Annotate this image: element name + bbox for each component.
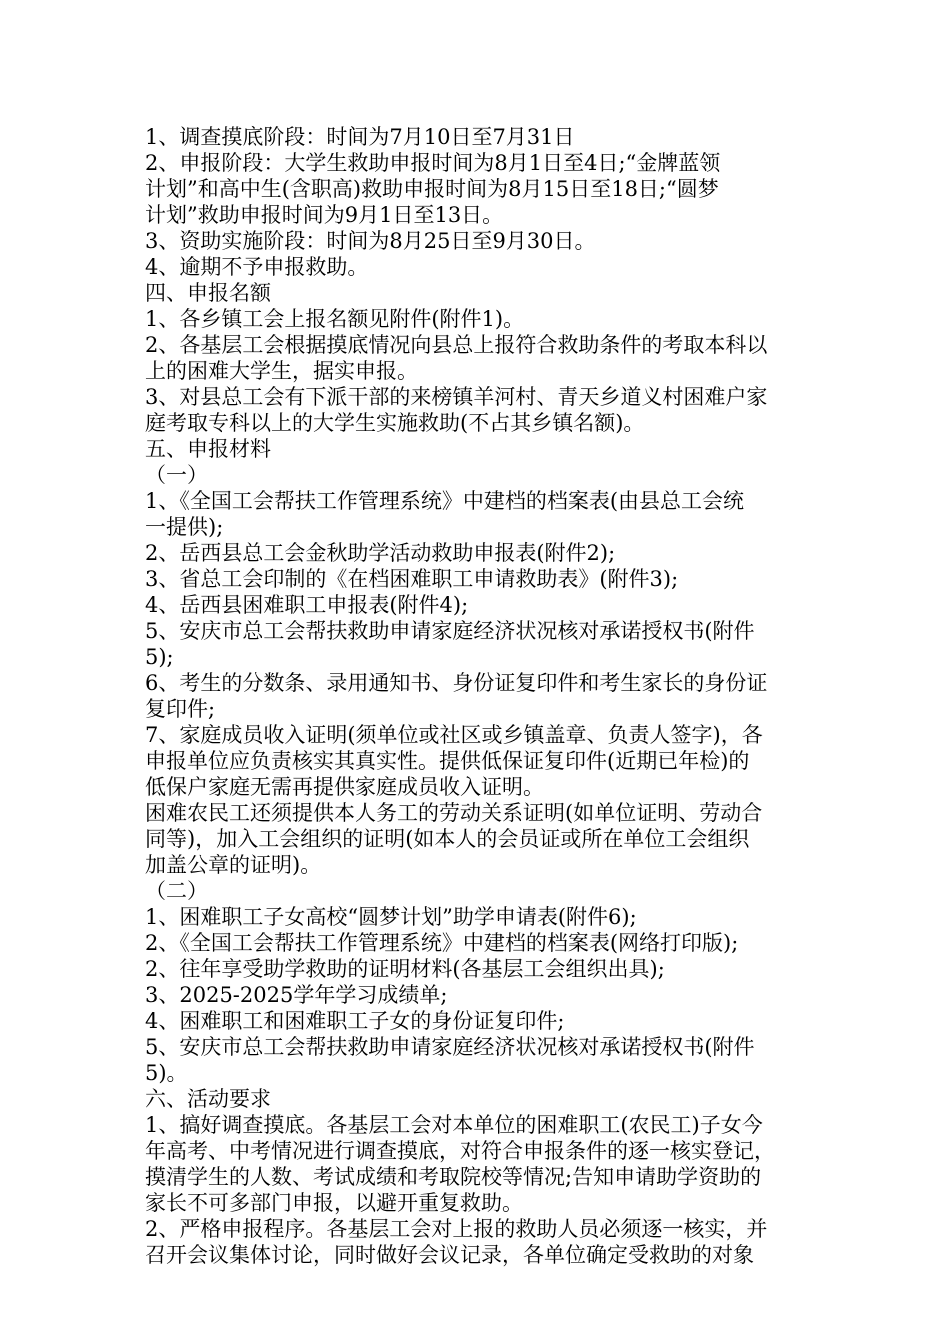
text-line: 召开会议集体讨论，同时做好会议记录，各单位确定受救助的对象 xyxy=(145,1243,754,1267)
text-line: 1、搞好调查摸底。各基层工会对本单位的困难职工(农民工)子女今 xyxy=(145,1113,763,1137)
text-line: 3、2025-2025学年学习成绩单; xyxy=(145,983,448,1007)
text-line: 2、《全国工会帮扶工作管理系统》中建档的档案表(网络打印版); xyxy=(145,931,739,955)
text-line: 1、调查摸底阶段：时间为7月10日至7月31日 xyxy=(145,125,575,149)
text-line: 5、安庆市总工会帮扶救助申请家庭经济状况核对承诺授权书(附件 xyxy=(145,1035,755,1059)
text-line: 1、《全国工会帮扶工作管理系统》中建档的档案表(由县总工会统 xyxy=(145,489,745,513)
text-line: 1、困难职工子女高校“圆梦计划”助学申请表(附件6); xyxy=(145,905,637,929)
text-line: 申报单位应负责核实其真实性。提供低保证复印件(近期已年检)的 xyxy=(145,749,750,773)
text-line: （一） xyxy=(145,463,208,487)
text-line: 3、对县总工会有下派干部的来榜镇羊河村、青天乡道义村困难户家 xyxy=(145,385,768,409)
text-line: 六、活动要求 xyxy=(145,1087,271,1111)
text-line: 计划”和高中生(含职高)救助申报时间为8月15日至18日;“圆梦 xyxy=(145,177,719,201)
text-line: 计划”救助申报时间为9月1日至13日。 xyxy=(145,203,504,227)
text-line: 上的困难大学生，据实申报。 xyxy=(145,359,418,383)
text-line: 2、各基层工会根据摸底情况向县总上报符合救助条件的考取本科以 xyxy=(145,333,768,357)
text-line: 2、申报阶段：大学生救助申报时间为8月1日至4日;“金牌蓝领 xyxy=(145,151,721,175)
text-line: 5); xyxy=(145,645,174,669)
text-line: 4、逾期不予申报救助。 xyxy=(145,255,369,279)
text-line: 复印件; xyxy=(145,697,216,721)
text-line: 2、严格申报程序。各基层工会对上报的救助人员必须逐一核实，并 xyxy=(145,1217,768,1241)
text-line: 3、资助实施阶段：时间为8月25日至9月30日。 xyxy=(145,229,596,253)
text-line: 五、申报材料 xyxy=(145,437,271,461)
text-line: 3、省总工会印制的《在档困难职工申请救助表》(附件3); xyxy=(145,567,679,591)
text-line: 四、申报名额 xyxy=(145,281,271,305)
text-line: （二） xyxy=(145,879,208,903)
text-line: 2、往年享受助学救助的证明材料(各基层工会组织出具); xyxy=(145,957,665,981)
text-line: 5)。 xyxy=(145,1061,188,1085)
text-line: 加盖公章的证明)。 xyxy=(145,853,322,877)
text-line: 困难农民工还须提供本人务工的劳动关系证明(如单位证明、劳动合 xyxy=(145,801,763,825)
text-line: 一提供); xyxy=(145,515,224,539)
text-line: 4、困难职工和困难职工子女的身份证复印件; xyxy=(145,1009,565,1033)
text-line: 摸清学生的人数、考试成绩和考取院校等情况;告知申请助学资助的 xyxy=(145,1165,762,1189)
text-line: 年高考、中考情况进行调查摸底，对符合申报条件的逐一核实登记， xyxy=(145,1139,775,1163)
text-line: 同等)，加入工会组织的证明(如本人的会员证或所在单位工会组织 xyxy=(145,827,750,851)
text-line: 庭考取专科以上的大学生实施救助(不占其乡镇名额)。 xyxy=(145,411,645,435)
text-line: 7、家庭成员收入证明(须单位或社区或乡镇盖章、负责人签字)，各 xyxy=(145,723,763,747)
text-line: 5、安庆市总工会帮扶救助申请家庭经济状况核对承诺授权书(附件 xyxy=(145,619,755,643)
document-page xyxy=(145,124,810,1268)
text-line: 4、岳西县困难职工申报表(附件4); xyxy=(145,593,469,617)
text-line: 6、考生的分数条、录用通知书、身份证复印件和考生家长的身份证 xyxy=(145,671,768,695)
text-line: 低保户家庭无需再提供家庭成员收入证明。 xyxy=(145,775,544,799)
text-line: 家长不可多部门申报，以避开重复救助。 xyxy=(145,1191,523,1215)
text-line: 1、各乡镇工会上报名额见附件(附件1)。 xyxy=(145,307,525,331)
text-line: 2、岳西县总工会金秋助学活动救助申报表(附件2); xyxy=(145,541,616,565)
